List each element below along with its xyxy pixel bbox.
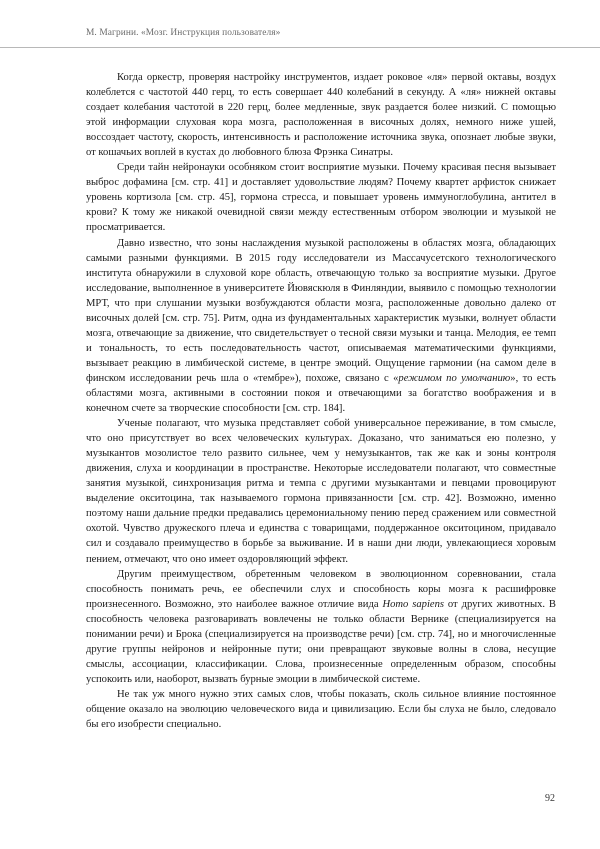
running-head: М. Магрини. «Мозг. Инструкция пользователя» bbox=[86, 28, 281, 38]
paragraph-text: от других животных. В способность человека разговаривать вовлечены не только области Вернике (специализируется на понимании речи) и Брока (специализируется на производстве речи) [см. стр. 74], но и многочисленные другие группы нейронов и нейронные пути; они превращают звуковые волны в слова, несущие смыслы, ассоциации, классификации. Слова, произнесенные определенным образом, способны успокоить или, наоборот, вызвать бурные эмоции в лимбической системе. bbox=[86, 598, 556, 685]
paragraph-text: Другим преимуществом, обретенным человеком в эволюционном соревновании, стала способность понимать речь, ее обеспечили слух и способность коры мозга к расшифровке произнесенного. Возможно, это наиболее важное отличие вида bbox=[86, 568, 556, 610]
paragraph bbox=[86, 687, 556, 732]
header-rule bbox=[0, 47, 600, 48]
paragraph bbox=[86, 236, 556, 417]
paragraph-text: Среди тайн нейронауки особняком стоит восприятие музыки. Почему красивая песня вызывает выброс дофамина [см. стр. 41] и доставляет удовольствие людям? Почему квартет арфисток снижает уровень кортизола [см. стр. 45], гормона стресса, и повышает уровень иммуноглобулина, антител в крови? К тому же никакой очевидной связи между естественным отбором эволюции и музыкой не просматривается. bbox=[86, 162, 556, 234]
paragraph-text: », то есть областями мозга, активными в состоянии покоя и отвечающими за богатство воображения и в конечном счете за творческие способности [см. стр. 184]. bbox=[86, 372, 556, 415]
paragraph-text: Ученые полагают, что музыка представляет собой универсальное переживание, в том смысле, что оно присутствует во всех человеческих культурах. Доказано, что заниматься ею полезно, у музыкантов мозолистое тело развито сильнее, чем у немузыкантов, так же как и зоны контроля движения, слуха и координации в пространстве. Некоторые исследователи полагают, что совместные занятия музыкой, синхронизация ритма и темпа с другими музыкантами и певцами провоцируют выделение окситоцина, так называемого гормона привязанности [см. стр. 42]. Возможно, именно поэтому наши дальние предки предавались церемониальному пению перед сражением или совместной охотой. Чувство дружеского плеча и единства с товарищами, поддержанное окситоцином, придавало сил и создавало преимущество в борьбе за выживание. И в наши дни люди, увлекающиеся хоровым пением, отмечают, что оно имеет оздоровляющий эффект. bbox=[86, 418, 556, 565]
paragraph bbox=[86, 567, 556, 687]
body-text bbox=[86, 70, 556, 732]
paragraph bbox=[86, 416, 556, 566]
page-number: 92 bbox=[545, 793, 555, 804]
paragraph-text: Давно известно, что зоны наслаждения музыкой расположены в областях мозга, обладающих самыми разными функциями. В 2015 году исследователи из Массачусетского технологического института обнаружили в слуховой коре область, отвечающую только за восприятие музыки. Другое исследование, выполненное в университете Йювяскюля в Финляндии, выявило с помощью технологии МРТ, что при слушании музыки возбуждаются области мозга, расположенные довольно далеко от височных долей [см. стр. 75]. Ритм, одна из фундаментальных характеристик музыки, волнует области мозга, отвечающие за движение, что свидетельствует о тесной связи музыки и танца. Мелодия, ее темп и тональность, то есть последовательность частот, описываемая математическими функциями, вызывает реакцию в лимбической системе, в центре эмоций. Ощущение гармонии (на самом деле в финском исследовании речь шла о «тембре»), похоже, связано с « bbox=[86, 237, 556, 384]
paragraph-text: Когда оркестр, проверяя настройку инструментов, издает роковое «ля» первой октавы, воздух колеблется с частотой 440 герц, то есть совершает 440 колебаний в секунду. А «ля» нижней октавы создает колебания частотой в 220 герц, более медленные, звук раздается более низкий. С помощью этой информации слуховая кора мозга, расположенная в височных долях, немного ниже ушей, воссоздает частоту, скорость, интенсивность и расположение источника звука, опознает любые звуки, от кошачьих воплей в кустах до любовного блюза Фрэнка Синатры. bbox=[86, 72, 556, 159]
italic-text: Homo sapiens bbox=[382, 598, 445, 610]
paragraph bbox=[86, 70, 556, 160]
paragraph-text: Не так уж много нужно этих самых слов, чтобы показать, сколь сильное влияние постоянное общение оказало на эволюцию человеческого вида и цивилизацию. Если бы слуха не было, следовало бы его изобрести специально. bbox=[86, 688, 556, 731]
paragraph bbox=[86, 160, 556, 235]
italic-text: режимом по умолчанию bbox=[398, 372, 511, 384]
